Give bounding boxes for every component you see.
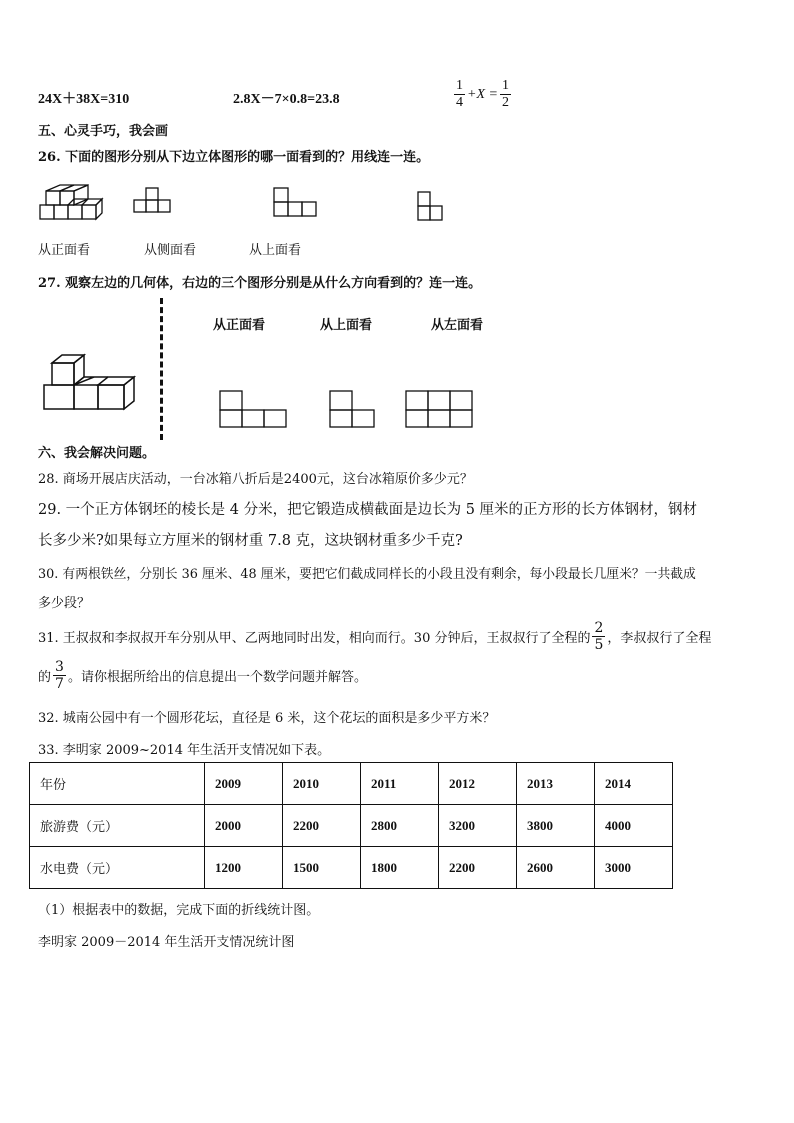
table-cell: 2012 xyxy=(439,763,517,805)
table-header-row xyxy=(30,763,673,805)
fraction-numerator: 3 xyxy=(55,659,64,675)
table-cell: 2200 xyxy=(439,847,517,889)
fraction-numerator: 2 xyxy=(594,620,604,636)
fraction-numerator: 1 xyxy=(456,78,463,93)
question-27: 27. 观察左边的几何体，右边的三个图形分别是从什么方向看到的？连一连。 xyxy=(38,276,482,291)
fraction-denominator: 2 xyxy=(501,95,509,110)
table-cell: 水电费（元） xyxy=(30,847,205,889)
section-5-title: 五、心灵手巧，我会画 xyxy=(38,124,169,139)
question-33: 33. 李明家 2009~2014 年生活开支情况如下表。 xyxy=(38,743,331,758)
q31-fraction-two-fifths xyxy=(592,620,605,653)
table-cell: 旅游费（元） xyxy=(30,805,205,847)
q27-view-a xyxy=(220,391,286,427)
table-cell: 2600 xyxy=(517,847,595,889)
question-29-line-2: 长多少米?如果每立方厘米的钢材重 7.8 克，这块钢材重多少千克? xyxy=(38,533,463,549)
q31-text-part3: 的 xyxy=(38,670,52,685)
table-cell: 1500 xyxy=(283,847,361,889)
q26-label-side: 从侧面看 xyxy=(144,243,197,258)
question-26: 26. 下面的图形分别从下边立体图形的哪一面看到的？用线连一连。 xyxy=(38,150,430,165)
divider-dashed-line xyxy=(160,298,163,440)
q31-text-part1: 31. 王叔叔和李叔叔开车分别从甲、乙两地同时出发，相向而行。30 分钟后，王叔叔行了全程的 xyxy=(38,631,591,646)
isometric-block-figure xyxy=(40,185,102,219)
question-30-line-1: 30. 有两根铁丝，分别长 36 厘米、48 厘米，要把它们截成同样长的小段且没有剩余，每小段最长几厘米？一共截成 xyxy=(38,567,696,582)
table-row xyxy=(30,805,673,847)
q26-figures xyxy=(38,178,458,226)
question-31-line-2 xyxy=(38,659,367,692)
fraction-one-half xyxy=(500,78,511,111)
table-row xyxy=(30,847,673,889)
fraction-denominator: 7 xyxy=(55,676,64,692)
table-cell: 2800 xyxy=(361,805,439,847)
q31-text-part2: ，李叔叔行了全程 xyxy=(607,631,712,646)
view-shape-b xyxy=(274,188,316,216)
table-cell: 2200 xyxy=(283,805,361,847)
q27-view-shapes xyxy=(216,388,476,428)
q27-solid-figure xyxy=(40,350,144,414)
q27-label-front: 从正面看 xyxy=(213,318,266,333)
question-30-line-2: 多少段？ xyxy=(38,596,91,611)
fraction-denominator: 5 xyxy=(594,637,604,653)
equation-1: 24X＋38X=310 xyxy=(38,92,130,107)
fraction-denominator: 4 xyxy=(456,95,463,110)
equation-3 xyxy=(452,78,513,111)
question-33-sub-1: （1）根据表中的数据，完成下面的折线统计图。 xyxy=(38,903,320,918)
table-cell: 2009 xyxy=(205,763,283,805)
question-28: 28. 商场开展店庆活动，一台冰箱八折后是2400元，这台冰箱原价多少元？ xyxy=(38,472,473,487)
equation-2: 2.8X－7×0.8=23.8 xyxy=(233,92,340,107)
q27-view-c xyxy=(406,391,472,427)
table-cell: 1200 xyxy=(205,847,283,889)
table-cell: 2000 xyxy=(205,805,283,847)
q27-label-top: 从上面看 xyxy=(320,318,373,333)
table-cell: 2010 xyxy=(283,763,361,805)
table-cell: 3200 xyxy=(439,805,517,847)
view-shape-c xyxy=(418,192,442,220)
table-cell: 2013 xyxy=(517,763,595,805)
section-6-title: 六、我会解决问题。 xyxy=(38,446,156,461)
q26-label-top: 从上面看 xyxy=(249,243,302,258)
table-cell: 2014 xyxy=(595,763,673,805)
q26-label-front: 从正面看 xyxy=(38,243,91,258)
view-shape-a xyxy=(134,188,170,212)
question-32: 32. 城南公园中有一个圆形花坛，直径是 6 米，这个花坛的面积是多少平方米？ xyxy=(38,711,496,726)
table-cell: 1800 xyxy=(361,847,439,889)
table-cell: 2011 xyxy=(361,763,439,805)
q31-text-part4: 。请你根据所给出的信息提出一个数学问题并解答。 xyxy=(67,670,367,685)
chart-title: 李明家 2009－2014 年生活开支情况统计图 xyxy=(38,935,295,950)
table-cell: 3800 xyxy=(517,805,595,847)
equation-3-middle: +X = xyxy=(467,86,498,102)
question-31-line-1 xyxy=(38,620,711,653)
table-cell: 4000 xyxy=(595,805,673,847)
table-cell: 年份 xyxy=(30,763,205,805)
q31-fraction-three-sevenths xyxy=(53,659,66,692)
q27-view-b xyxy=(330,391,374,427)
q27-label-left: 从左面看 xyxy=(431,318,484,333)
expense-table xyxy=(29,762,673,889)
table-cell: 3000 xyxy=(595,847,673,889)
fraction-one-quarter xyxy=(454,78,465,111)
question-29-line-1: 29. 一个正方体钢坯的棱长是 4 分米，把它锻造成横截面是边长为 5 厘米的正方形的长方体钢材，钢材 xyxy=(38,502,698,518)
fraction-numerator: 1 xyxy=(501,78,509,93)
